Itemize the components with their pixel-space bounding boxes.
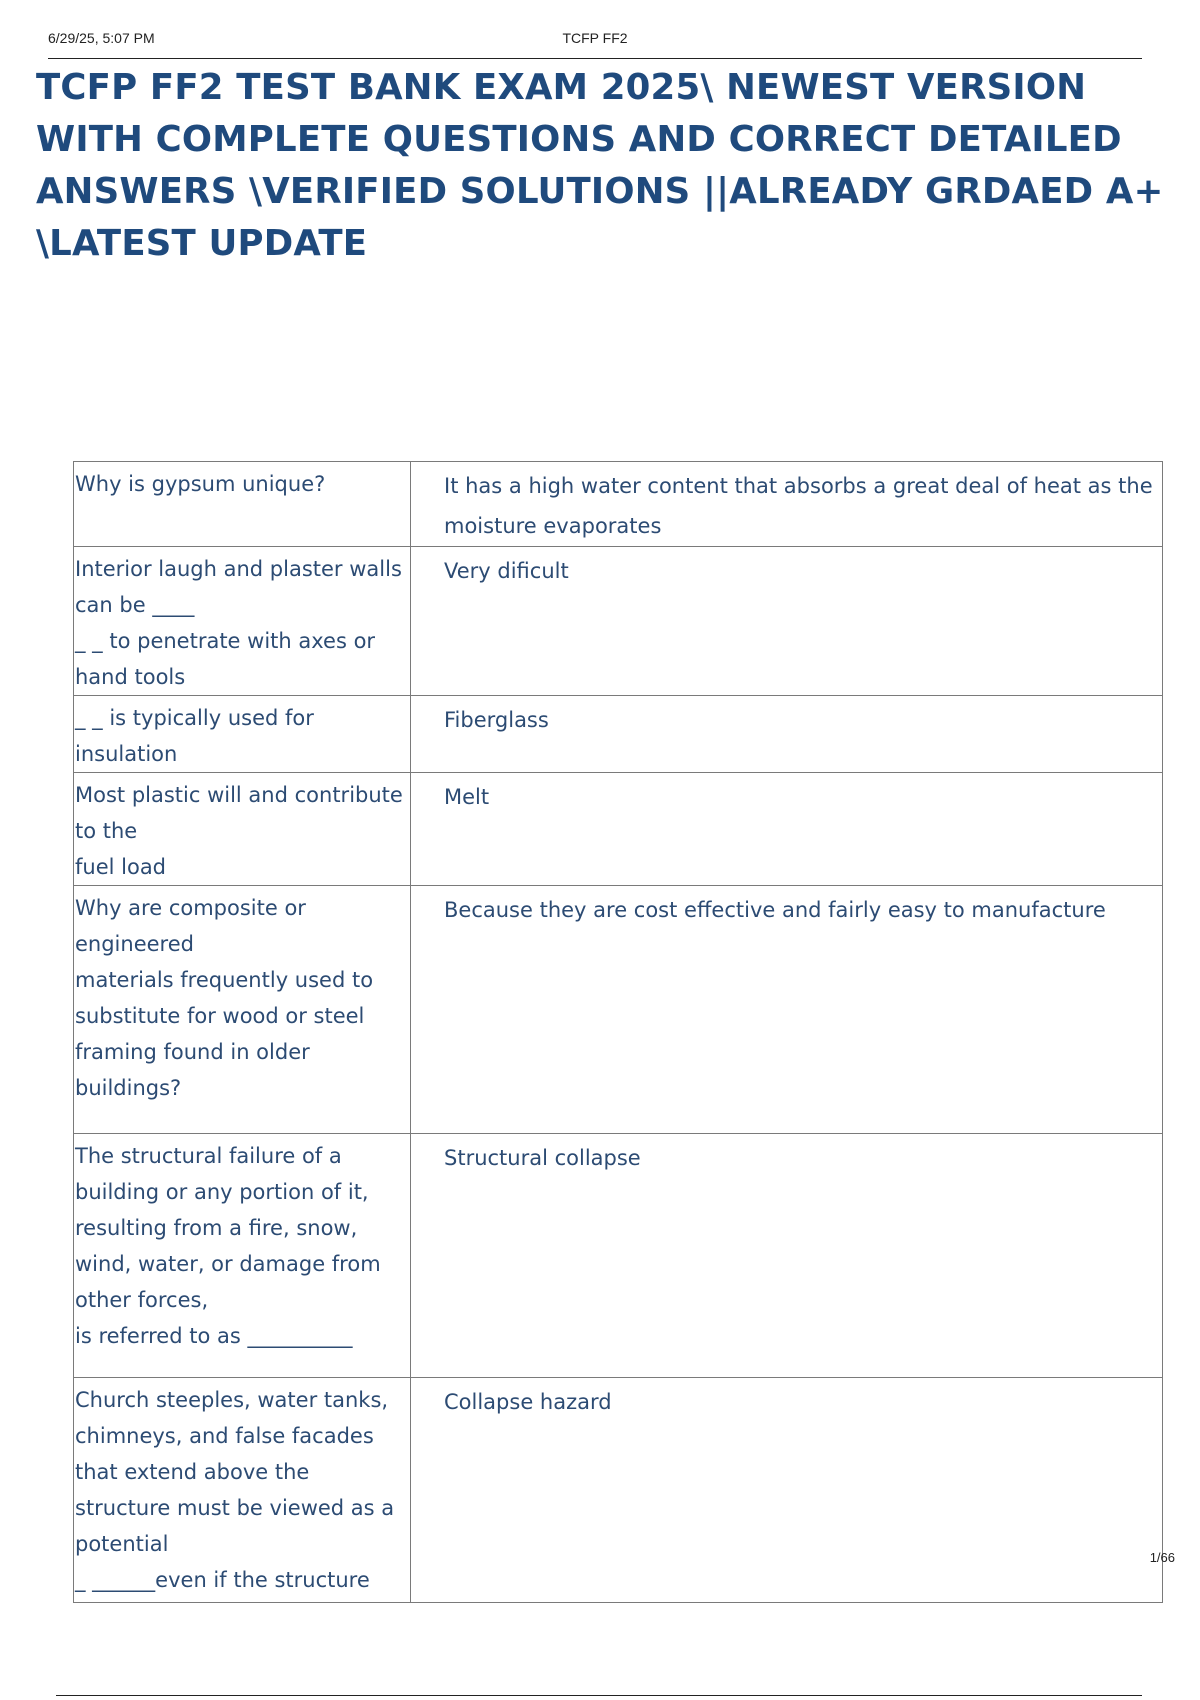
print-header	[48, 28, 1142, 59]
question-cell: Why is gypsum unique?	[74, 462, 411, 547]
table-row	[74, 1378, 1163, 1603]
question-cell: Interior laugh and plaster walls can be ____ _ _ to penetrate with axes or hand tools	[74, 547, 411, 696]
table-row	[74, 773, 1163, 886]
print-date: 6/29/25, 5:07 PM	[48, 30, 155, 46]
page-number: 1/66	[1149, 1550, 1175, 1565]
table-row	[74, 696, 1163, 773]
table-row	[74, 1134, 1163, 1378]
qa-table	[73, 461, 1163, 1603]
document-title: TCFP FF2 TEST BANK EXAM 2025\ NEWEST VERSION WITH COMPLETE QUESTIONS AND CORRECT DETAILED ANSWERS \VERIFIED SOLUTIONS ||ALREADY GRDAED A+ \LATEST UPDATE	[36, 67, 1164, 264]
bottom-divider	[56, 1695, 1142, 1696]
print-title: TCFP FF2	[562, 30, 628, 46]
answer-cell: It has a high water content that absorbs a great deal of heat as the moisture evaporates	[411, 462, 1163, 547]
question-cell: Most plastic will and contribute to the fuel load	[74, 773, 411, 886]
question-cell: The structural failure of a building or any portion of it, resulting from a fire, snow, wind, water, or damage from other forces, is referred to as __________	[74, 1134, 411, 1378]
answer-cell: Structural collapse	[411, 1134, 1163, 1378]
answer-cell: Very dificult	[411, 547, 1163, 696]
table-row	[74, 462, 1163, 547]
answer-cell: Collapse hazard	[411, 1378, 1163, 1603]
answer-cell: Melt	[411, 773, 1163, 886]
question-cell: _ _ is typically used for insulation	[74, 696, 411, 773]
question-cell: Church steeples, water tanks, chimneys, and false facades that extend above the structure must be viewed as a potential _ ______even if the structure	[74, 1378, 411, 1603]
table-row	[74, 886, 1163, 1134]
question-cell: Why are composite or engineered materials frequently used to substitute for wood or steel framing found in older buildings?	[74, 886, 411, 1134]
table-row	[74, 547, 1163, 696]
answer-cell: Because they are cost effective and fairly easy to manufacture	[411, 886, 1163, 1134]
answer-cell: Fiberglass	[411, 696, 1163, 773]
